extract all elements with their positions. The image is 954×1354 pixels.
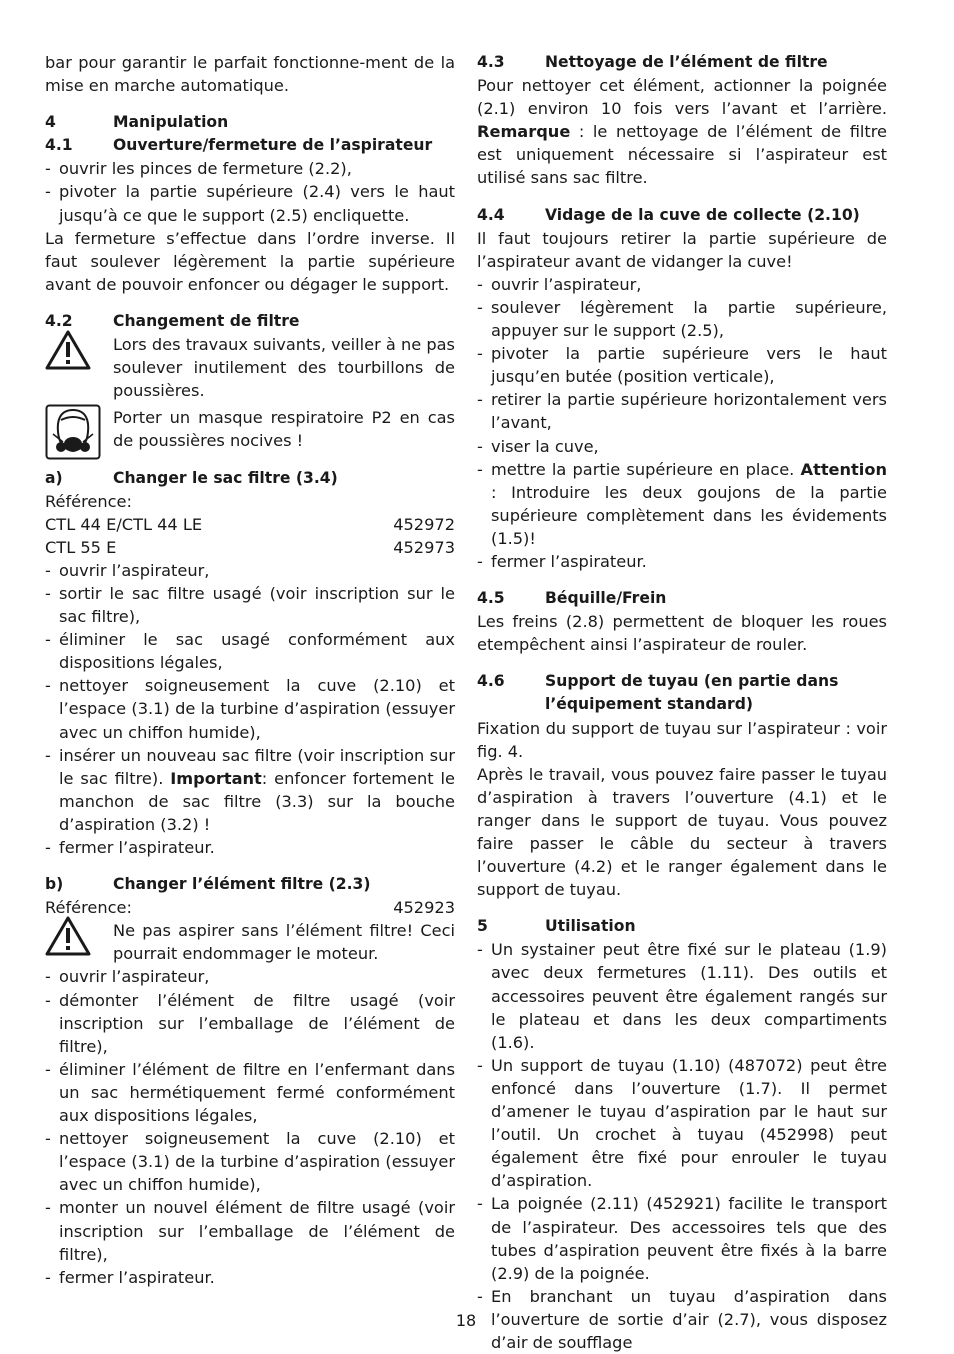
section-title: Béquille/Frein [545, 589, 667, 608]
paragraph: Les freins (2.8) permettent de bloquer les roues etempêchent ainsi l’aspirateur de rouler. [477, 612, 887, 655]
warning-triangle-icon [45, 915, 91, 957]
section-4-1-heading [45, 134, 455, 157]
list-item: - Un systainer peut être fixé sur le plateau (1.9) avec deux fermetures (1.11). Des outils et accessoires peuvent être également rangés sur le plateau et dans les deux compartiments (1.6). [477, 940, 887, 1052]
warning-block [45, 333, 455, 402]
section-number: 4 [45, 113, 56, 132]
list-item: - mettre la partie supérieure en place. Attention : Introduire les deux goujons de la partie supérieure complètement dans les évidements (1.5)! [477, 459, 887, 548]
right-column [477, 51, 887, 1354]
section-4-4-heading [477, 204, 887, 227]
section-4-3-heading [477, 51, 887, 74]
list-item: - fermer l’aspirateur. [477, 551, 647, 571]
reference-row: CTL 44 E/CTL 44 LE 452972 [45, 514, 455, 534]
respirator-mask-icon [45, 404, 101, 460]
list-item: - ouvrir l’aspirateur, [477, 274, 642, 294]
section-number: 5 [477, 917, 488, 936]
section-title: Ouverture/fermeture de l’aspirateur [113, 136, 433, 155]
list-item: - fermer l’aspirateur. [45, 838, 215, 857]
reference-row: CTL 55 E 452973 [45, 537, 455, 557]
list-item: - sortir le sac filtre usagé (voir inscription sur le sac filtre), [45, 583, 455, 627]
page-number: 18 [455, 1311, 477, 1330]
section-title: Vidage de la cuve de collecte (2.10) [545, 205, 860, 224]
warning-text: Lors des travaux suivants, veiller à ne pas soulever inutilement des tourbillons de poussières. [113, 335, 455, 401]
section-title: Changement de filtre [113, 311, 300, 330]
section-4-5-heading [477, 587, 887, 610]
section-number: a) [45, 468, 63, 487]
list-item: - retirer la partie supérieure horizontalement vers l’avant, [477, 390, 887, 433]
reference-label: Référence: [45, 491, 132, 511]
section-number: 4.1 [45, 136, 73, 155]
section-5-heading [477, 915, 887, 938]
section-title: Nettoyage de l’élément de filtre [545, 53, 828, 71]
section-b-heading [45, 873, 455, 896]
list-item: - ouvrir l’aspirateur, [45, 560, 210, 580]
warning-block [45, 919, 455, 965]
list-item: - ouvrir les pinces de fermeture (2.2), [45, 159, 352, 179]
section-number: 4.3 [477, 53, 505, 71]
paragraph: Fixation du support de tuyau sur l’aspirateur : voir fig. 4. [477, 718, 887, 761]
list-item: - monter un nouvel élément de filtre usagé (voir inscription sur l’emballage de l’élément de filtre), [45, 1198, 455, 1264]
section-number: 4.5 [477, 589, 505, 608]
reference-row: Référence: 452923 [45, 898, 455, 918]
section-4-2-heading [45, 310, 455, 333]
list-item: - démonter l’élément de filtre usagé (voir inscription sur l’emballage de l’élément de filtre), [45, 990, 455, 1056]
section-4-6-heading [477, 670, 887, 716]
list-item: - ouvrir l’aspirateur, [45, 967, 210, 987]
left-column [45, 51, 455, 1289]
paragraph: La fermeture s’effectue dans l’ordre inverse. Il faut soulever légèrement la partie supérieure avant de pouvoir enfoncer ou dégager le support. [45, 228, 455, 294]
section-title: Utilisation [545, 917, 636, 936]
list-item: - En branchant un tuyau d’aspiration dans l’ouverture de sortie d’air (2.7), vous disposez d’air de soufflage [477, 1286, 887, 1352]
section-title: Support de tuyau (en partie dans l’équipement standard) [545, 672, 839, 714]
mask-text: Porter un masque respiratoire P2 en cas de poussières nocives ! [113, 408, 455, 451]
list-item: - pivoter la partie supérieure vers le haut jusqu’en butée (position verticale), [477, 344, 887, 387]
list-item: - pivoter la partie supérieure (2.4) vers le haut jusqu’à ce que le support (2.5) encliquette. [45, 182, 455, 225]
section-number: 4.4 [477, 205, 505, 224]
warning-text: Ne pas aspirer sans l’élément filtre! Ceci pourrait endommager le moteur. [113, 921, 455, 964]
list-item: - La poignée (2.11) (452921) facilite le transport de l’aspirateur. Des accessoires tels que des tubes d’aspiration peuvent être fixés à la barre (2.9) de la poignée. [477, 1194, 887, 1283]
paragraph: Il faut toujours retirer la partie supérieure de l’aspirateur avant de vidanger la cuve! [477, 228, 887, 271]
section-title: Manipulation [113, 113, 229, 132]
list-item: - insérer un nouveau sac filtre (voir inscription sur le sac filtre). Important: enfoncer fortement le manchon de sac filtre (3.3) sur la bouche d’aspiration (3.2) ! [45, 745, 456, 834]
section-number: 4.6 [477, 672, 505, 691]
section-4-heading [45, 111, 455, 134]
section-number: 4.2 [45, 311, 73, 330]
section-title: Changer le sac filtre (3.4) [113, 468, 338, 487]
warning-triangle-icon [45, 329, 91, 371]
list-item: - soulever légèrement la partie supérieure, appuyer sur le support (2.5), [477, 297, 887, 341]
intro-text: bar pour garantir le parfait fonctionne-ment de la mise en marche automatique. [45, 53, 455, 96]
paragraph: Pour nettoyer cet élément, actionner la poignée (2.1) environ 10 fois vers l’avant et l’arrière. Remarque : le nettoyage de l’élément de filtre est uniquement nécessaire si l’aspirateur est utilisé sans sac filtre. [477, 76, 887, 188]
list-item: - éliminer le sac usagé conformément aux dispositions légales, [45, 630, 455, 673]
section-a-heading [45, 467, 455, 490]
list-item: - nettoyer soigneusement la cuve (2.10) et l’espace (3.1) de la turbine d’aspiration (essuyer avec un chiffon humide), [45, 676, 455, 742]
mask-block [45, 406, 455, 452]
paragraph: Après le travail, vous pouvez faire passer le tuyau d’aspiration à travers l’ouverture (4.1) et le ranger dans le support de tuyau. Vous pouvez faire passer le câble du secteur à travers l’ouverture (4.2) et le ranger également dans le support de tuyau. [477, 764, 887, 900]
list-item: - nettoyer soigneusement la cuve (2.10) et l’espace (3.1) de la turbine d’aspiration (essuyer avec un chiffon humide), [45, 1129, 455, 1195]
section-title: Changer l’élément filtre (2.3) [113, 875, 371, 894]
list-item: - Un support de tuyau (1.10) (487072) peut être enfoncé dans l’ouverture (1.7). Il permet d’amener le tuyau d’aspiration par le haut sur l’outil. Un crochet à tuyau (452998) peut également être fixé pour enrouler le tuyau d’aspiration. [477, 1055, 887, 1191]
list-item: - éliminer l’élément de filtre en l’enfermant dans un sac hermétiquement fermé conformément aux dispositions légales, [45, 1059, 455, 1126]
list-item: - fermer l’aspirateur. [45, 1267, 215, 1287]
section-number: b) [45, 875, 64, 894]
list-item: - viser la cuve, [477, 436, 599, 456]
